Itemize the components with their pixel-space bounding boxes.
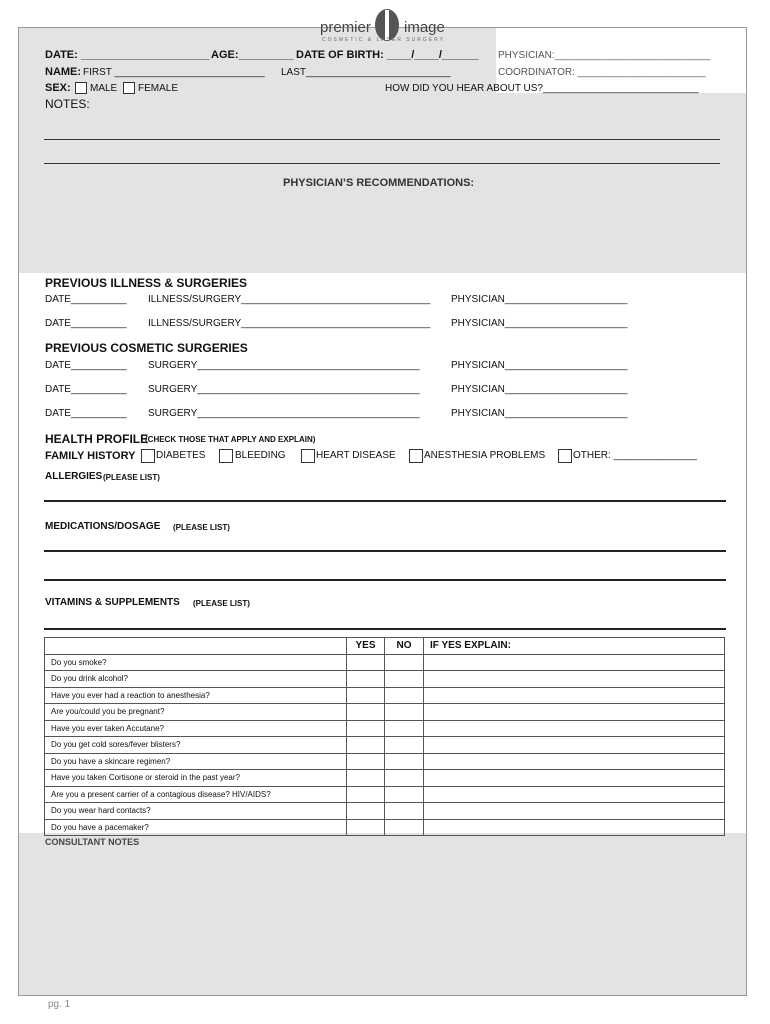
question-text: Do you get cold sores/fever blisters? bbox=[45, 737, 347, 754]
no-cell[interactable] bbox=[385, 687, 424, 704]
yes-cell[interactable] bbox=[347, 753, 385, 770]
table-header-row bbox=[45, 638, 725, 655]
physician-recommendations-label: PHYSICIAN’S RECOMMENDATIONS: bbox=[283, 177, 475, 189]
table-row bbox=[45, 803, 725, 820]
cosmetic-physician-field[interactable]: PHYSICIAN______________________ bbox=[451, 384, 628, 395]
yes-cell[interactable] bbox=[347, 737, 385, 754]
other-field[interactable]: OTHER: _______________ bbox=[573, 450, 697, 461]
yes-cell[interactable] bbox=[347, 819, 385, 836]
no-cell[interactable] bbox=[385, 737, 424, 754]
consultant-notes-label: CONSULTANT NOTES bbox=[45, 837, 140, 847]
explain-cell[interactable] bbox=[424, 753, 725, 770]
no-cell[interactable] bbox=[385, 720, 424, 737]
last-name-field[interactable]: LAST__________________________ bbox=[281, 67, 451, 78]
male-label: MALE bbox=[90, 83, 118, 94]
explain-cell[interactable] bbox=[424, 786, 725, 803]
yes-cell[interactable] bbox=[347, 786, 385, 803]
yes-cell[interactable] bbox=[347, 720, 385, 737]
table-row bbox=[45, 770, 725, 787]
explain-cell[interactable] bbox=[424, 654, 725, 671]
diabetes-label: DIABETES bbox=[156, 450, 206, 461]
illness-surgery-field[interactable]: ILLNESS/SURGERY__________________________________ bbox=[148, 294, 431, 305]
question-text: Do you wear hard contacts? bbox=[45, 803, 347, 820]
female-label: FEMALE bbox=[138, 83, 179, 94]
illness-date-field[interactable]: DATE__________ bbox=[45, 294, 127, 305]
cosmetic-date-field[interactable]: DATE__________ bbox=[45, 384, 127, 395]
explain-cell[interactable] bbox=[424, 819, 725, 836]
allergies-label: ALLERGIES bbox=[45, 471, 103, 482]
question-text: Do you drink alcohol? bbox=[45, 671, 347, 688]
cosmetic-date-field[interactable]: DATE__________ bbox=[45, 360, 127, 371]
form-border bbox=[18, 27, 747, 996]
question-text: Have you taken Cortisone or steroid in the past year? bbox=[45, 770, 347, 787]
medications-line-2[interactable] bbox=[44, 579, 726, 581]
explain-cell[interactable] bbox=[424, 687, 725, 704]
health-questionnaire-table bbox=[44, 637, 725, 836]
explain-header: IF YES EXPLAIN: bbox=[424, 638, 725, 655]
illness-physician-field[interactable]: PHYSICIAN______________________ bbox=[451, 294, 628, 305]
hear-about-us-field[interactable]: HOW DID YOU HEAR ABOUT US?____________________________ bbox=[385, 83, 699, 94]
female-checkbox[interactable] bbox=[123, 82, 135, 94]
no-header: NO bbox=[385, 638, 424, 655]
notes-line-2[interactable] bbox=[44, 163, 720, 164]
table-row bbox=[45, 704, 725, 721]
bleeding-checkbox[interactable] bbox=[219, 449, 233, 463]
no-cell[interactable] bbox=[385, 671, 424, 688]
cosmetic-surgery-field[interactable]: SURGERY________________________________________ bbox=[148, 360, 420, 371]
notes-line-1[interactable] bbox=[44, 139, 720, 140]
no-cell[interactable] bbox=[385, 819, 424, 836]
notes-label: NOTES: bbox=[45, 97, 90, 111]
explain-cell[interactable] bbox=[424, 671, 725, 688]
no-cell[interactable] bbox=[385, 704, 424, 721]
question-text: Do you have a pacemaker? bbox=[45, 819, 347, 836]
heart-disease-checkbox[interactable] bbox=[301, 449, 315, 463]
bleeding-label: BLEEDING bbox=[235, 450, 286, 461]
medications-line-1[interactable] bbox=[44, 550, 726, 552]
physician-field[interactable]: PHYSICIAN:____________________________ bbox=[498, 50, 711, 61]
illness-date-field[interactable]: DATE__________ bbox=[45, 318, 127, 329]
male-checkbox[interactable] bbox=[75, 82, 87, 94]
age-field[interactable]: AGE:_________ bbox=[211, 49, 294, 61]
yes-cell[interactable] bbox=[347, 671, 385, 688]
yes-cell[interactable] bbox=[347, 654, 385, 671]
explain-cell[interactable] bbox=[424, 803, 725, 820]
illness-surgery-field[interactable]: ILLNESS/SURGERY__________________________________ bbox=[148, 318, 431, 329]
cosmetic-surgery-field[interactable]: SURGERY________________________________________ bbox=[148, 384, 420, 395]
dob-field[interactable]: DATE OF BIRTH: ____/____/______ bbox=[296, 49, 479, 61]
cosmetic-surgery-field[interactable]: SURGERY________________________________________ bbox=[148, 408, 420, 419]
yes-cell[interactable] bbox=[347, 803, 385, 820]
no-cell[interactable] bbox=[385, 753, 424, 770]
other-checkbox[interactable] bbox=[558, 449, 572, 463]
table-row bbox=[45, 671, 725, 688]
vitamins-note: (PLEASE LIST) bbox=[193, 599, 250, 608]
previous-cosmetic-title: PREVIOUS COSMETIC SURGERIES bbox=[45, 341, 248, 355]
anesthesia-problems-checkbox[interactable] bbox=[409, 449, 423, 463]
date-field[interactable]: DATE: _____________________ bbox=[45, 49, 210, 61]
page-number: pg. 1 bbox=[48, 999, 71, 1010]
question-text: Have you ever had a reaction to anesthesia? bbox=[45, 687, 347, 704]
yes-cell[interactable] bbox=[347, 687, 385, 704]
table-row bbox=[45, 654, 725, 671]
explain-cell[interactable] bbox=[424, 770, 725, 787]
no-cell[interactable] bbox=[385, 654, 424, 671]
sex-label: SEX: bbox=[45, 82, 71, 94]
medications-label: MEDICATIONS/DOSAGE bbox=[45, 521, 161, 532]
coordinator-field[interactable]: COORDINATOR: _______________________ bbox=[498, 67, 706, 78]
family-history-label: FAMILY HISTORY bbox=[45, 450, 136, 462]
logo-word-image: image bbox=[404, 19, 445, 36]
no-cell[interactable] bbox=[385, 770, 424, 787]
logo-tagline: COSMETIC & LASER SURGERY bbox=[322, 37, 445, 43]
allergies-line[interactable] bbox=[44, 500, 726, 502]
question-text: Do you have a skincare regimen? bbox=[45, 753, 347, 770]
no-cell[interactable] bbox=[385, 786, 424, 803]
question-header bbox=[45, 638, 347, 655]
table-row bbox=[45, 737, 725, 754]
table-row bbox=[45, 786, 725, 803]
table-row bbox=[45, 687, 725, 704]
heart-disease-label: HEART DISEASE bbox=[316, 450, 396, 461]
medications-note: (PLEASE LIST) bbox=[173, 523, 230, 532]
allergies-note: (PLEASE LIST) bbox=[103, 473, 160, 482]
name-label: NAME: bbox=[45, 66, 82, 78]
explain-cell[interactable] bbox=[424, 720, 725, 737]
explain-cell[interactable] bbox=[424, 737, 725, 754]
question-text: Are you a present carrier of a contagious disease? HIV/AIDS? bbox=[45, 786, 347, 803]
table-row bbox=[45, 753, 725, 770]
health-profile-title: HEALTH PROFILE bbox=[45, 432, 149, 446]
question-text: Do you smoke? bbox=[45, 654, 347, 671]
cosmetic-physician-field[interactable]: PHYSICIAN______________________ bbox=[451, 360, 628, 371]
health-profile-subtitle: (CHECK THOSE THAT APPLY AND EXPLAIN) bbox=[145, 435, 316, 444]
yes-header: YES bbox=[347, 638, 385, 655]
table-row bbox=[45, 720, 725, 737]
logo bbox=[318, 8, 448, 44]
anesthesia-problems-label: ANESTHESIA PROBLEMS bbox=[424, 450, 546, 461]
previous-illness-title: PREVIOUS ILLNESS & SURGERIES bbox=[45, 276, 248, 290]
explain-cell[interactable] bbox=[424, 704, 725, 721]
yes-cell[interactable] bbox=[347, 770, 385, 787]
question-text: Are you/could you be pregnant? bbox=[45, 704, 347, 721]
no-cell[interactable] bbox=[385, 803, 424, 820]
first-name-field[interactable]: FIRST ___________________________ bbox=[83, 67, 265, 78]
vitamins-line[interactable] bbox=[44, 628, 726, 630]
illness-physician-field[interactable]: PHYSICIAN______________________ bbox=[451, 318, 628, 329]
vitamins-label: VITAMINS & SUPPLEMENTS bbox=[45, 597, 180, 608]
yes-cell[interactable] bbox=[347, 704, 385, 721]
logo-word-premier: premier bbox=[320, 19, 371, 36]
diabetes-checkbox[interactable] bbox=[141, 449, 155, 463]
cosmetic-date-field[interactable]: DATE__________ bbox=[45, 408, 127, 419]
question-text: Have you ever taken Accutane? bbox=[45, 720, 347, 737]
cosmetic-physician-field[interactable]: PHYSICIAN______________________ bbox=[451, 408, 628, 419]
table-row bbox=[45, 819, 725, 836]
